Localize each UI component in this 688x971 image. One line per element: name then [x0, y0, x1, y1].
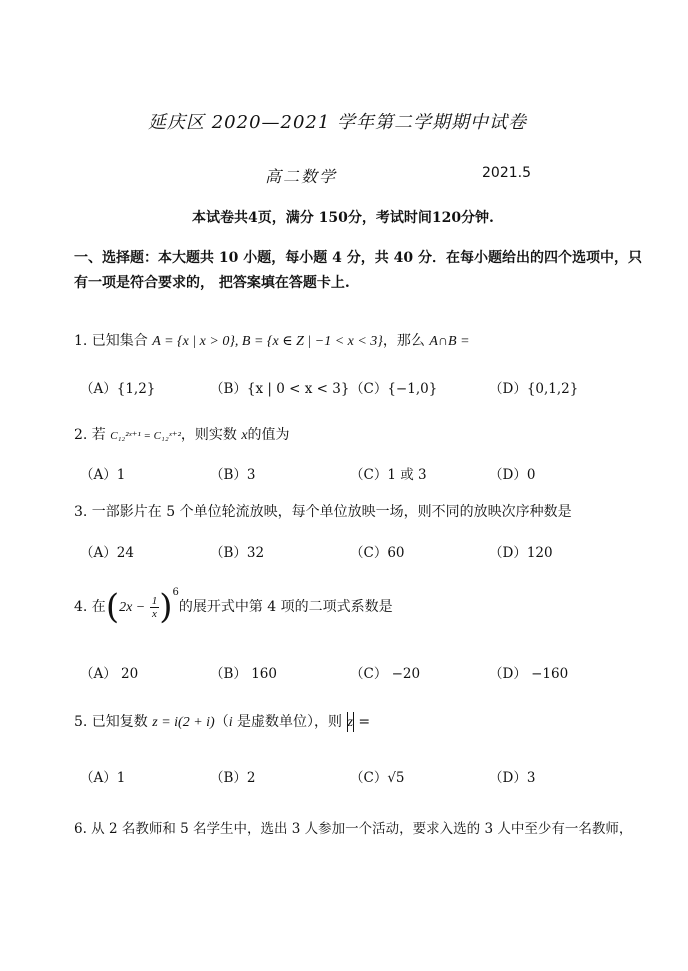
question-5-note-var: i [228, 715, 233, 730]
question-2-expr: C₁₂²ˣ⁺¹ = C₁₂ˣ⁺² [110, 430, 181, 442]
question-2-option-c[interactable]: （C）1 或 3 [350, 467, 427, 483]
question-4-option-b[interactable]: （B） 160 [210, 666, 277, 682]
question-5-note-open: （ [214, 714, 229, 730]
exam-info: 本试卷共4页，满分 150分，考试时间120分钟. [192, 210, 494, 226]
subject-title: 高二数学 [265, 167, 338, 186]
question-2-prefix: 2. 若 [74, 427, 106, 443]
question-2-option-a[interactable]: （A）1 [80, 467, 126, 483]
question-4-fraction [150, 595, 160, 620]
section-instructions-line2: 有一项是符合要求的， 把答案填在答题卡上. [74, 275, 350, 291]
question-5-option-a[interactable]: （A）1 [80, 770, 126, 786]
question-4-option-c[interactable]: （C） −20 [350, 666, 421, 682]
question-4-paren-left: ( [105, 587, 120, 627]
question-4-stem [74, 587, 393, 627]
question-4-frac-den: x [152, 607, 157, 620]
question-4-term: 2x − [119, 600, 146, 615]
question-5-stem [74, 711, 370, 732]
question-4-paren-right: ) [159, 587, 173, 627]
question-4-suffix: 的展开式中第 4 项的二项式系数是 [178, 599, 393, 615]
question-4-prefix: 4. 在 [74, 599, 106, 615]
exam-title: 延庆区 2020—2021 学年第二学期期中试卷 [148, 112, 528, 133]
question-2-end: 的值为 [247, 427, 290, 443]
question-5-expr: z = i(2 + i) [152, 715, 215, 730]
question-5-option-b[interactable]: （B）2 [210, 770, 256, 786]
question-3-option-d[interactable]: （D）120 [489, 545, 553, 561]
question-2-suffix: ，则实数 [180, 427, 237, 443]
question-4-option-d[interactable]: （D） −160 [489, 666, 569, 682]
question-1-prefix: 1. 已知集合 [74, 333, 148, 349]
question-4-frac-num: 1 [151, 594, 158, 607]
question-2-option-d[interactable]: （D）0 [489, 467, 536, 483]
question-4-option-a[interactable]: （A） 20 [80, 666, 139, 682]
question-2-option-b[interactable]: （B）3 [210, 467, 256, 483]
question-2-stem [74, 424, 290, 444]
question-1-option-c[interactable]: （C）{−1,0} [350, 381, 438, 397]
question-1-suffix: ，那么 [382, 333, 425, 349]
question-1-option-b[interactable]: （B）{x | 0 < x < 3} [210, 381, 350, 397]
question-3-option-c[interactable]: （C）60 [350, 545, 405, 561]
question-5-option-d[interactable]: （D）3 [489, 770, 536, 786]
question-2-var: x [241, 428, 248, 443]
question-3-stem: 3. 一部影片在 5 个单位轮流放映，每个单位放映一场，则不同的放映次序种数是 [74, 504, 572, 520]
question-1-stem [74, 330, 470, 350]
question-6-stem: 6. 从 2 名教师和 5 名学生中，选出 3 人参加一个活动，要求入选的 3 人中至少有一名教师， [74, 821, 633, 837]
question-1-sets: A = {x | x > 0}, B = {x ∈ Z | −1 < x < 3} [152, 334, 383, 349]
question-5-equals: = [353, 714, 371, 730]
question-3-option-a[interactable]: （A）24 [80, 545, 134, 561]
question-5-note-text: 是虚数单位），则 [232, 714, 343, 730]
exam-date: 2021.5 [482, 165, 531, 181]
question-3-option-b[interactable]: （B）32 [210, 545, 265, 561]
section-instructions-line1: 一、选择题：本大题共 10 小题，每小题 4 分，共 40 分．在每小题给出的四个选项中，只 [74, 250, 642, 266]
question-4-power: 6 [172, 587, 179, 599]
question-1-expr: A∩B = [429, 334, 470, 349]
question-1-option-a[interactable]: （A）{1,2} [80, 381, 156, 397]
question-1-option-d[interactable]: （D）{0,1,2} [489, 381, 579, 397]
question-5-prefix: 5. 已知复数 [74, 714, 148, 730]
question-5-abs-var: z [347, 715, 353, 730]
question-5-option-c[interactable]: （C）√5 [350, 770, 405, 786]
